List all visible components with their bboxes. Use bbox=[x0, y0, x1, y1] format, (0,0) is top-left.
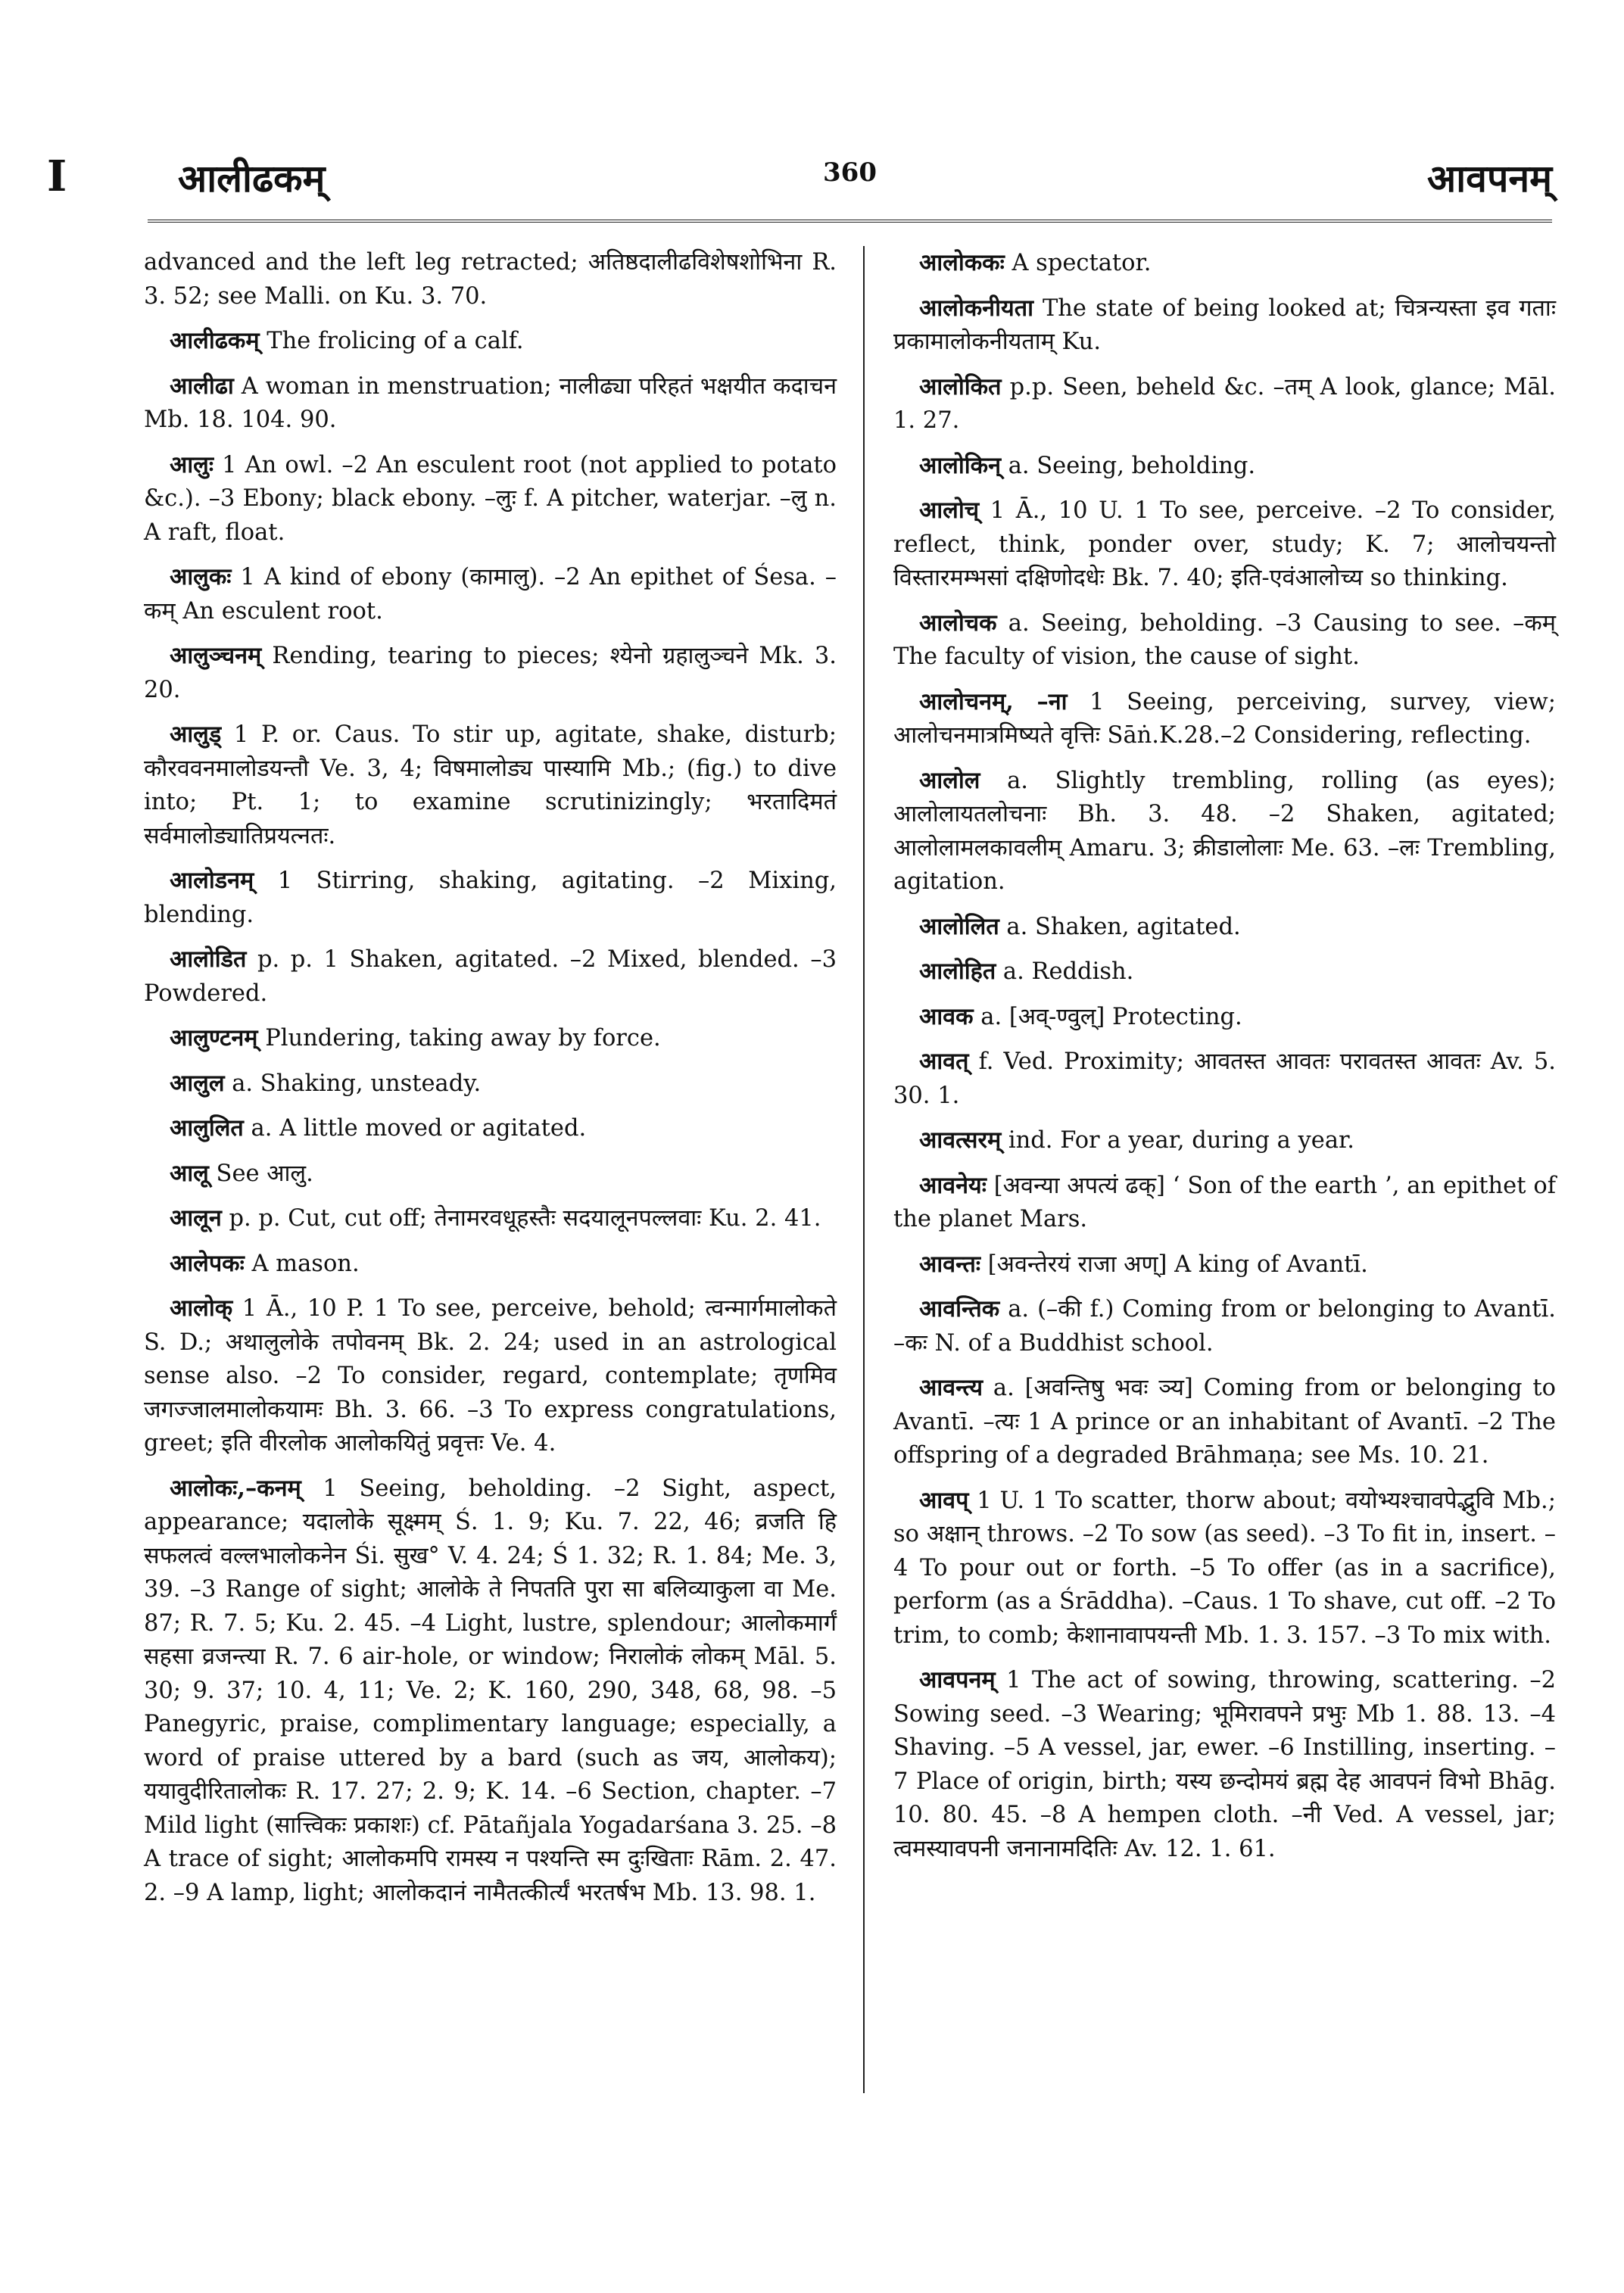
dictionary-entry bbox=[144, 942, 837, 1011]
dictionary-entry bbox=[144, 1021, 837, 1056]
entry-headword: आवन्तिक bbox=[919, 1295, 1000, 1323]
entry-definition: 1 Stirring, shaking, agitating. –2 Mixing, blending. bbox=[144, 868, 837, 928]
entry-definition: a. Seeing, beholding. –3 Causing to see. –कम् The faculty of vision, the cause of sight. bbox=[893, 609, 1556, 670]
entry-definition: [अवन्तेरयं राजा अण्] A king of Avantī. bbox=[980, 1251, 1368, 1278]
dictionary-entry bbox=[144, 864, 837, 932]
entry-definition: f. Ved. Proximity; आवतस्त आवतः परावतस्त आवतः Av. 5. 30. 1. bbox=[893, 1048, 1556, 1109]
dictionary-entry bbox=[144, 324, 837, 359]
entry-headword: आलुल bbox=[170, 1069, 225, 1097]
dictionary-entry bbox=[893, 1292, 1556, 1360]
entry-headword: आलून bbox=[170, 1204, 222, 1232]
left-column bbox=[144, 246, 837, 1921]
entry-definition: a. Shaken, agitated. bbox=[999, 913, 1241, 940]
dictionary-entry bbox=[144, 448, 837, 550]
entry-headword: आलोचनम्, –ना bbox=[919, 687, 1068, 715]
entry-definition: a. [अवन्तिषु भवः ञ्य] Coming from or belonging to Avantī. –त्यः 1 A prince or an inhabitant of Avantī. –2 The offspring of a degraded Brāhmaṇa; see Ms. 10. 21. bbox=[893, 1375, 1556, 1469]
dictionary-entry bbox=[893, 955, 1556, 989]
dictionary-entry bbox=[144, 369, 837, 438]
entry-headword: आलोल bbox=[919, 766, 980, 794]
entry-definition: a. Reddish. bbox=[996, 958, 1134, 985]
entry-headword: आलोकिन् bbox=[919, 451, 1002, 479]
dictionary-entry bbox=[144, 560, 837, 628]
entry-headword: आलोचक bbox=[919, 609, 997, 637]
entry-headword: आलुः bbox=[170, 450, 214, 478]
entry-headword: आलुड् bbox=[170, 721, 222, 748]
entry-definition: 1 Ā., 10 P. 1 To see, perceive, behold; त्वन्मार्गमालोकते S. D.; अथालुलोके तपोवनम् Bk. 2. 24; used in an astrological sense also. –2 To consider, regard, contemplate; तृणमिव जगज्जालमालोकयामः Bh. 3. 66. –3 To express congratulations, greet; इति वीरलोक आलोकयितुं प्रवृत्तः Ve. 4. bbox=[144, 1295, 837, 1456]
entry-definition: a. [अव्-ण्वुल्] Protecting. bbox=[973, 1003, 1242, 1030]
entry-headword: आलुकः bbox=[170, 563, 232, 590]
dictionary-entry bbox=[144, 1201, 837, 1236]
dictionary-entry bbox=[144, 1247, 837, 1282]
dictionary-entry bbox=[893, 606, 1556, 675]
dictionary-entry bbox=[893, 1484, 1556, 1653]
entry-headword: आवपनम् bbox=[919, 1666, 996, 1693]
dictionary-entry bbox=[893, 246, 1556, 281]
dictionary-entry bbox=[893, 494, 1556, 596]
dictionary-entry bbox=[893, 685, 1556, 753]
entry-headword: आलोकः,–कनम् bbox=[170, 1474, 301, 1502]
entry-definition: p. p. Cut, cut off; तेनामरवधूहस्तैः सदयालूनपल्लवाः Ku. 2. 41. bbox=[221, 1205, 821, 1232]
entry-definition: a. Seeing, beholding. bbox=[1001, 452, 1256, 479]
entry-definition: A mason. bbox=[244, 1250, 360, 1277]
header-rule bbox=[148, 220, 1552, 223]
dictionary-entry bbox=[893, 1248, 1556, 1282]
entry-headword: आलोककः bbox=[919, 249, 1005, 276]
dictionary-entry bbox=[144, 1157, 837, 1192]
header-right-guideword: आवपनम् bbox=[1427, 156, 1552, 201]
entry-definition: The frolicing of a calf. bbox=[259, 328, 524, 354]
entry-headword: आलीढकम् bbox=[170, 327, 260, 354]
dictionary-entry bbox=[893, 1663, 1556, 1866]
entry-headword: आलेपकः bbox=[170, 1249, 245, 1277]
entry-definition: A woman in menstruation; नालीढ्या परिहतं भक्षयीत कदाचन Mb. 18. 104. 90. bbox=[144, 372, 837, 433]
entry-headword: आवक bbox=[919, 1002, 974, 1030]
dictionary-entry bbox=[893, 291, 1556, 360]
page-number: 360 bbox=[823, 157, 877, 188]
dictionary-entry bbox=[893, 1000, 1556, 1035]
entry-headword: आवन्तः bbox=[919, 1250, 981, 1278]
entry-definition: See आलु. bbox=[208, 1160, 313, 1187]
entry-definition: Rending, tearing to pieces; श्येनो ग्रहालुञ्चने Mk. 3. 20. bbox=[144, 643, 837, 703]
entry-headword: आवत्सरम् bbox=[919, 1126, 1002, 1154]
entry-definition: 1 Seeing, beholding. –2 Sight, aspect, appearance; यदालोके सूक्ष्मम् Ś. 1. 9; Ku. 7. 22, 46; व्रजति हि सफलत्वं वल्लभालोकनेन Śi. सुख° V. 4. 24; Ś 1. 32; R. 1. 84; Me. 3, 39. –3 Range of sight; आलोके ते निपतति पुरा सा बलिव्याकुला वा Me. 87; R. 7. 5; Ku. 2. 45. –4 Light, lustre, splendour; आलोकमार्गं सहसा व्रजन्त्या R. 7. 6 air-hole, or window; निरालोकं लोकम् Māl. 5. 30; 9. 37; 10. 4, 11; Ve. 2; K. 160, 290, 348, 68, 98. –5 Panegyric, praise, complimentary language; especially, a word of praise uttered by a bard (such as जय, आलोकय); ययावुदीरितालोकः R. 17. 27; 2. 9; K. 14. –6 Section, chapter. –7 Mild light (सात्त्विकः प्रकाशः) cf. Pātañjala Yogadarśana 3. 25. –8 A trace of sight; आलोकमपि रामस्य न पश्यन्ति स्म दुःखिताः Rām. 2. 47. 2. –9 A lamp, light; आलोकदानं नामैतत्कीर्त्यं भरतर्षभ Mb. 13. 98. 1. bbox=[144, 1475, 837, 1906]
entry-definition: 1 P. or. Caus. To stir up, agitate, shake, disturb; कौरववनमालोडयन्तौ Ve. 3, 4; विषमालोड्य पास्यामि Mb.; (fig.) to dive into; Pt. 1; to examine scrutinizingly; भरतादिमतं सर्वमालोड्यातिप्रयत्नतः. bbox=[144, 721, 837, 849]
entry-headword: आलुण्टनम् bbox=[170, 1024, 258, 1051]
dictionary-entry bbox=[144, 246, 837, 313]
dictionary-entry bbox=[893, 1045, 1556, 1113]
entry-headword: आवप् bbox=[919, 1486, 969, 1514]
dictionary-entry bbox=[893, 764, 1556, 899]
page-header bbox=[148, 151, 1552, 212]
entry-definition: 1 Seeing, perceiving, survey, view; आलोचनमात्रमिष्यते वृत्तिः Sāṅ.K.28.–2 Considering, reflecting. bbox=[893, 688, 1556, 749]
entry-definition: p. p. 1 Shaken, agitated. –2 Mixed, blended. –3 Powdered. bbox=[144, 946, 837, 1007]
entry-definition: 1 An owl. –2 An esculent root (not applied to potato &c.). –3 Ebony; black ebony. –लुः f. A pitcher, waterjar. –लु n. A raft, float. bbox=[144, 451, 837, 546]
entry-headword: आलोडित bbox=[170, 946, 247, 973]
entry-definition: ind. For a year, during a year. bbox=[1001, 1127, 1354, 1154]
entry-headword: आलोकित bbox=[919, 372, 1002, 400]
entry-headword: आलोहित bbox=[919, 958, 996, 985]
dictionary-entry bbox=[144, 1291, 837, 1461]
dictionary-entry bbox=[144, 1067, 837, 1101]
entry-definition: a. (–की f.) Coming from or belonging to Avantī. –कः N. of a Buddhist school. bbox=[893, 1296, 1556, 1357]
entry-definition: Plundering, taking away by force. bbox=[257, 1025, 661, 1051]
entry-definition: 1 U. 1 To scatter, thorw about; वयोभ्यश्चावपेद्भुवि Mb.; so अक्षान् throws. –2 To sow (as seed). –3 To fit in, insert. –4 To pour out or forth. –5 To offer (as in a sacrifice), perform (as a Śrāddha). –Caus. 1 To shave, cut off. –2 To trim, to comb; केशानावापयन्ती Mb. 1. 3. 157. –3 To mix with. bbox=[893, 1487, 1556, 1649]
entry-headword: आलोलित bbox=[919, 912, 999, 940]
dictionary-entry bbox=[144, 639, 837, 707]
dictionary-entry bbox=[893, 449, 1556, 484]
entry-headword: आलीढा bbox=[170, 372, 234, 400]
dictionary-entry bbox=[893, 1169, 1556, 1237]
entry-definition: p.p. Seen, beheld &c. –तम् A look, glance; Māl. 1. 27. bbox=[893, 373, 1556, 434]
entry-definition: The state of being looked at; चित्रन्यस्ता इव गताः प्रकामालोकनीयताम् Ku. bbox=[893, 294, 1556, 355]
dictionary-entry bbox=[144, 1111, 837, 1146]
entry-definition: a. A little moved or agitated. bbox=[243, 1115, 587, 1142]
entry-headword: आलुञ्चनम् bbox=[170, 642, 262, 669]
entry-definition: a. Slightly trembling, rolling (as eyes); आलोलायतलोचनाः Bh. 3. 48. –2 Shaken, agitated; आलोलामलकावलीम् Amaru. 3; क्रीडालोलाः Me. 63. –लः Trembling, agitation. bbox=[893, 767, 1556, 895]
header-left-guideword: आलीढकम् bbox=[178, 156, 326, 201]
dictionary-entry bbox=[893, 1371, 1556, 1473]
dictionary-entry bbox=[893, 910, 1556, 945]
dictionary-entry bbox=[144, 1472, 837, 1911]
entry-definition: A spectator. bbox=[1004, 250, 1152, 276]
column-divider bbox=[863, 246, 865, 2093]
entry-definition: advanced and the left leg retracted; अतिष्ठदालीढविशेषशोभिना R. 3. 52; see Malli. on Ku. 3. 70. bbox=[144, 249, 837, 310]
entry-headword: आलोकनीयता bbox=[919, 294, 1033, 322]
entry-headword: आवत् bbox=[919, 1048, 969, 1075]
page-edge-mark: I bbox=[47, 151, 64, 201]
right-column bbox=[893, 246, 1556, 1877]
entry-definition: a. Shaking, unsteady. bbox=[224, 1070, 482, 1097]
dictionary-entry bbox=[144, 718, 837, 853]
dictionary-entry bbox=[893, 1123, 1556, 1158]
entry-definition: [अवन्या अपत्यं ढक्] ‘ Son of the earth ’, an epithet of the planet Mars. bbox=[893, 1172, 1556, 1232]
entry-headword: आलुलित bbox=[170, 1114, 244, 1142]
entry-headword: आलोच् bbox=[919, 497, 980, 524]
entry-headword: आवन्त्य bbox=[919, 1374, 983, 1401]
entry-headword: आलोक् bbox=[170, 1294, 233, 1322]
entry-headword: आलू bbox=[170, 1159, 209, 1187]
entry-definition: 1 A kind of ebony (कामालु). –2 An epithet of Śesa. –कम् An esculent root. bbox=[144, 564, 837, 625]
entry-definition: 1 The act of sowing, throwing, scattering. –2 Sowing seed. –3 Wearing; भूमिरावपने प्रभुः Mb 1. 88. 13. –4 Shaving. –5 A vessel, jar, ewer. –6 Instilling, inserting. –7 Place of origin, birth; यस्य छन्दोमयं ब्रह्म देह आवपनं विभो Bhāg. 10. 80. 45. –8 A hempen cloth. –नी Ved. A vessel, jar; त्वमस्यावपनी जनानामदितिः Av. 12. 1. 61. bbox=[893, 1667, 1556, 1862]
entry-headword: आलोडनम् bbox=[170, 867, 254, 894]
dictionary-entry bbox=[893, 370, 1556, 438]
entry-headword: आवनेयः bbox=[919, 1171, 987, 1199]
entry-definition: 1 Ā., 10 U. 1 To see, perceive. –2 To consider, reflect, think, ponder over, study; K. 7; आलोचयन्तो विस्तारमम्भसां दक्षिणोदधेः Bk. 7. 40; इति-एवंआलोच्य so thinking. bbox=[893, 497, 1556, 591]
